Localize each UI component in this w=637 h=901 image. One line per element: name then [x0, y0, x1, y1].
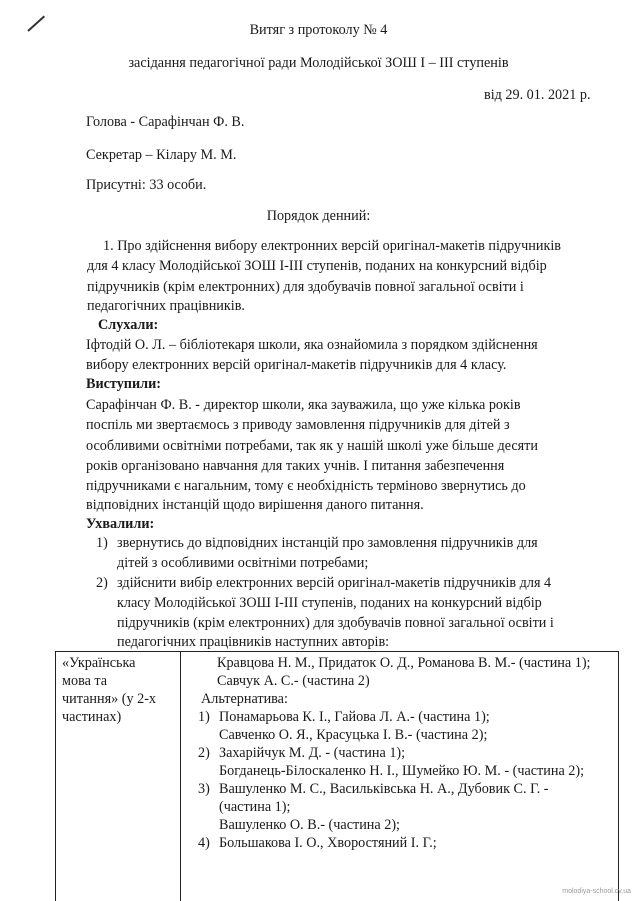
site-watermark: molodiya-school.cv.ua [562, 888, 631, 895]
agenda-heading: Порядок денний: [266, 208, 371, 224]
resolved-item-line: підручників (крім електронних) для здобувачів повної загальної освіти і [117, 615, 554, 631]
resolved-item-line: педагогічних працівників наступних авторів: [117, 634, 390, 650]
spoke-line: підручниками є нагальним, тому є необхідність терміново звернутись до [86, 478, 526, 494]
resolved-item-line: дітей з особливими освітніми потребами; [117, 555, 369, 571]
heard-line: Іфтодій О. Л. – бібліотекаря школи, яка ознайомила з порядком здійснення [86, 337, 538, 353]
alternative-line: Вашуленко О. В.- (частина 2); [219, 817, 401, 833]
spoke-line: поспіль ми звертаємось з приводу замовлення підручників для дітей з [86, 417, 510, 433]
alternative-line: Савченко О. Я., Красуцька І. В.- (частина 2); [219, 727, 488, 743]
present-line: Присутні: 33 особи. [86, 177, 207, 193]
resolved-item-line: звернутись до відповідних інстанцій про замовлення підручників для [117, 535, 538, 551]
table-subject-line: читання» (у 2-х [62, 691, 157, 707]
table-subject-line: частинах) [62, 709, 122, 725]
spoke-line: Сарафінчан Ф. В. - директор школи, яка зауважила, що уже кілька років [86, 397, 521, 413]
table-subject-line: «Українська [62, 655, 136, 671]
spoke-line: відповідних інстанцій щодо вирішення даного питання. [86, 497, 424, 513]
spoke-line: особливими освітніми потребами, так як у нашій школі уже більше десяти [86, 438, 538, 454]
spoke-heading: Виступили: [86, 376, 162, 392]
alternative-number: 4) [198, 835, 210, 851]
chair-line: Голова - Сарафінчан Ф. В. [86, 114, 245, 130]
resolved-item-number: 1) [96, 535, 108, 551]
resolved-item-line: здійснити вибір електронних версій оригінал-макетів підручників для 4 [117, 575, 552, 591]
agenda-item1-line: підручників (крім електронних) для здобувачів повної загальної освіти і [87, 279, 524, 295]
alternative-line: Понамарьова К. І., Гайова Л. А.- (частина 1); [219, 709, 490, 725]
document-date: від 29. 01. 2021 р. [484, 87, 591, 103]
table-subject-line: мова та [62, 673, 108, 689]
heard-line: вибору електронних версій оригінал-макетів підручників для 4 класу. [86, 357, 507, 373]
alternative-line: Богданець-Білоскаленко Н. І., Шумейко Ю. М. - (частина 2); [219, 763, 585, 779]
resolved-item-number: 2) [96, 575, 108, 591]
alternative-line: Большакова І. О., Хворостяний І. Г.; [219, 835, 437, 851]
table-main-author-line: Савчук А. С.- (частина 2) [217, 673, 370, 689]
table-main-author-line: Кравцова Н. М., Придаток О. Д., Романова В. М.- (частина 1); [217, 655, 591, 671]
alternative-number: 2) [198, 745, 210, 761]
spoke-line: років організовано навчання для таких учнів. І питання забезпечення [86, 458, 505, 474]
document-title: Витяг з протоколу № 4 [249, 22, 388, 38]
alternative-line: Вашуленко М. С., Васильківська Н. А., Дубовик С. Г. - [219, 781, 549, 797]
heard-heading: Слухали: [98, 317, 159, 333]
secretary-line: Секретар – Кілару М. М. [86, 147, 237, 163]
alternative-number: 3) [198, 781, 210, 797]
alternative-line: Захарійчук М. Д. - (частина 1); [219, 745, 406, 761]
resolved-item-line: класу Молодійської ЗОШ І-ІІІ ступенів, поданих на конкурсний відбір [117, 595, 542, 611]
agenda-item1-line: для 4 класу Молодійської ЗОШ І-ІІІ ступенів, поданих на конкурсний відбір [87, 258, 547, 274]
agenda-item1-line: педагогічних працівників. [87, 298, 245, 314]
agenda-item1-line: 1. Про здійснення вибору електронних версій оригінал-макетів підручників [103, 238, 561, 254]
table-column-divider [180, 651, 181, 901]
alternative-number: 1) [198, 709, 210, 725]
alternative-line: (частина 1); [219, 799, 291, 815]
table-alternative-label: Альтернатива: [201, 691, 288, 707]
document-subtitle: засідання педагогічної ради Молодійської ЗОШ І – ІІІ ступенів [128, 55, 509, 71]
resolved-heading: Ухвалили: [86, 516, 155, 532]
